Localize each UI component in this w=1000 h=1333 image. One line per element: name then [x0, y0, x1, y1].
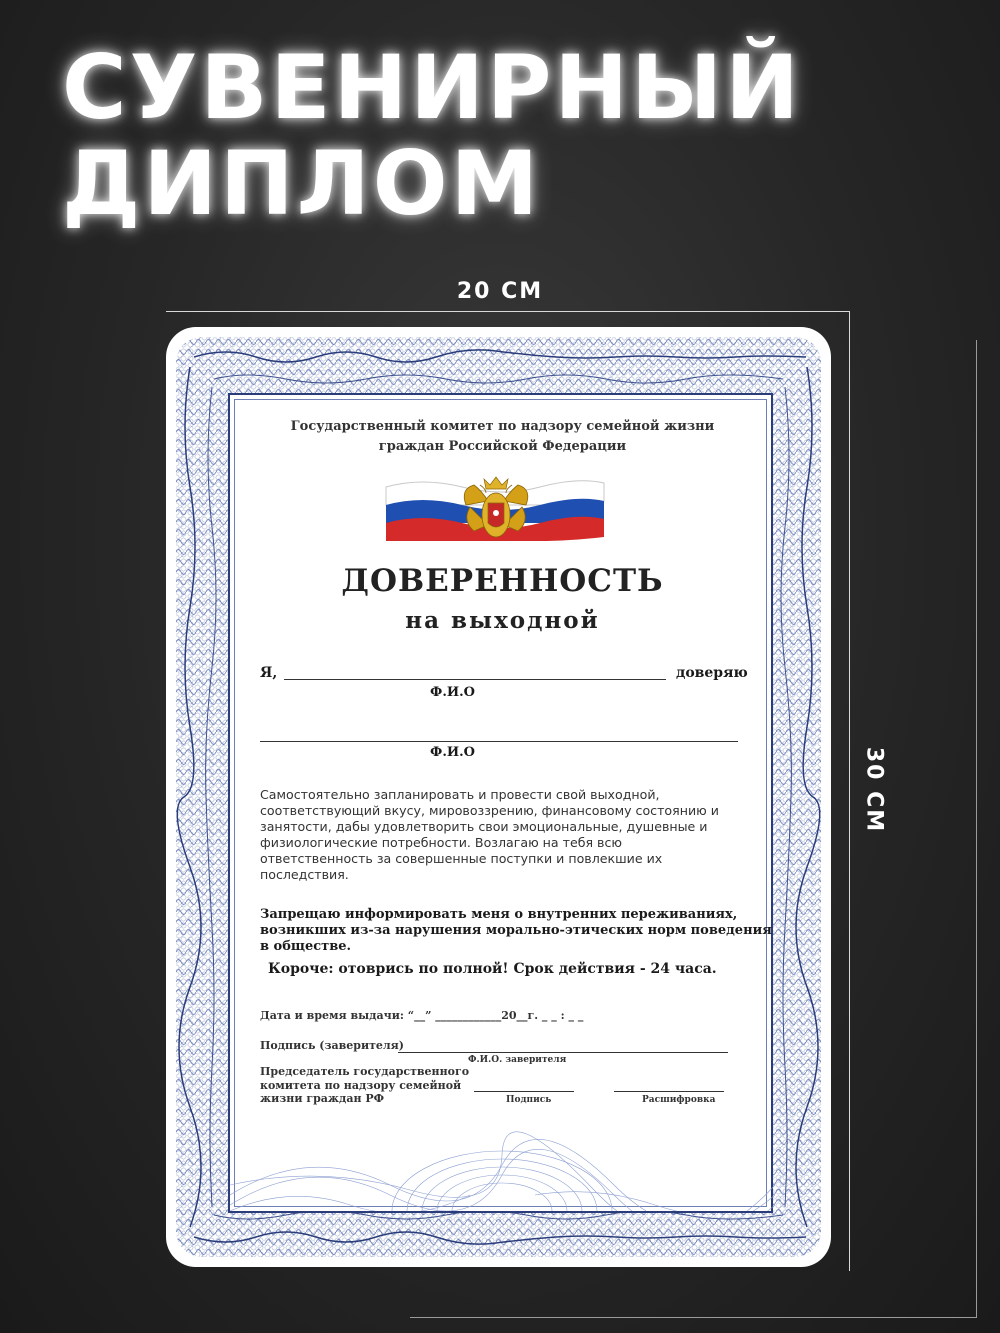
chairman-line: комитета по надзору семейной: [260, 1078, 462, 1092]
russian-flag-with-coat-of-arms-icon: [382, 475, 610, 547]
diploma-card: [166, 327, 831, 1267]
shadow-edge-right: [976, 340, 977, 1318]
body-paragraph: [260, 787, 750, 883]
promo-title-line-1: СУВЕНИРНЫЙ: [62, 36, 802, 139]
chairman-line: жизни граждан РФ: [260, 1092, 385, 1105]
chairman-title: [260, 1065, 469, 1106]
prohibition-line: возникших из-за нарушения морально-этических норм поведения: [260, 923, 772, 938]
signature-label: Подпись (заверителя): [260, 1039, 405, 1052]
document-panel: [228, 393, 773, 1213]
chairman-signature-caption: Подпись: [506, 1095, 552, 1105]
grantee-name-field-line: [260, 741, 738, 742]
body-line: последствия.: [260, 867, 349, 882]
document-title: ДОВЕРЕННОСТЬ: [341, 563, 664, 599]
chairman-decoding-caption: Расшифровка: [642, 1095, 716, 1105]
chairman-line: Председатель государственного: [260, 1065, 470, 1078]
height-dimension-line: [849, 311, 850, 1271]
promo-title: [62, 36, 802, 235]
committee-heading: [230, 417, 775, 457]
prohibition-line: Запрещаю информировать меня о внутренних переживаниях,: [260, 907, 738, 922]
document-subtitle: на выходной: [405, 607, 600, 634]
i-label: Я,: [260, 665, 278, 681]
document-content: [230, 395, 775, 1215]
promo-title-line-2: ДИПЛОМ: [62, 132, 542, 235]
chairman-signature-line: [474, 1091, 574, 1092]
body-line: соответствующий вкусу, мировоззрению, финансовому состоянию и: [260, 803, 719, 818]
grantor-fio-caption: Ф.И.О: [430, 685, 475, 700]
issue-date-field: Дата и время выдачи: “__” ____________20__г. _ _ : _ _: [260, 1009, 584, 1022]
body-line: физиологические потребности. Возлагаю на тебя всю: [260, 835, 623, 850]
shadow-edge-bottom: [410, 1317, 977, 1318]
certifier-fio-caption: Ф.И.О. заверителя: [468, 1055, 567, 1065]
prohibition-line: в обществе.: [260, 939, 352, 954]
body-line: Самостоятельно запланировать и провести свой выходной,: [260, 787, 660, 802]
grantor-name-field-line: [284, 679, 666, 680]
grantee-fio-caption: Ф.И.О: [430, 745, 475, 760]
width-dimension-label: 20 СМ: [456, 279, 544, 304]
chairman-decoding-line: [614, 1091, 724, 1092]
committee-line-1: Государственный комитет по надзору семейной жизни: [290, 419, 715, 434]
body-line: занятости, дабы удовлетворить свои эмоциональные, душевные и: [260, 819, 708, 834]
trust-label: доверяю: [676, 665, 748, 681]
committee-line-2: граждан Российской Федерации: [378, 439, 627, 454]
width-dimension-line: [166, 311, 850, 312]
prohibition-paragraph: [260, 907, 772, 955]
height-dimension-label: 30 СМ: [861, 746, 887, 834]
body-line: ответственность за совершенные поступки и повлекшие их: [260, 851, 663, 866]
summary-line: Короче: отоврись по полной! Срок действия - 24 часа.: [268, 961, 717, 977]
signature-field-line: [398, 1052, 728, 1053]
